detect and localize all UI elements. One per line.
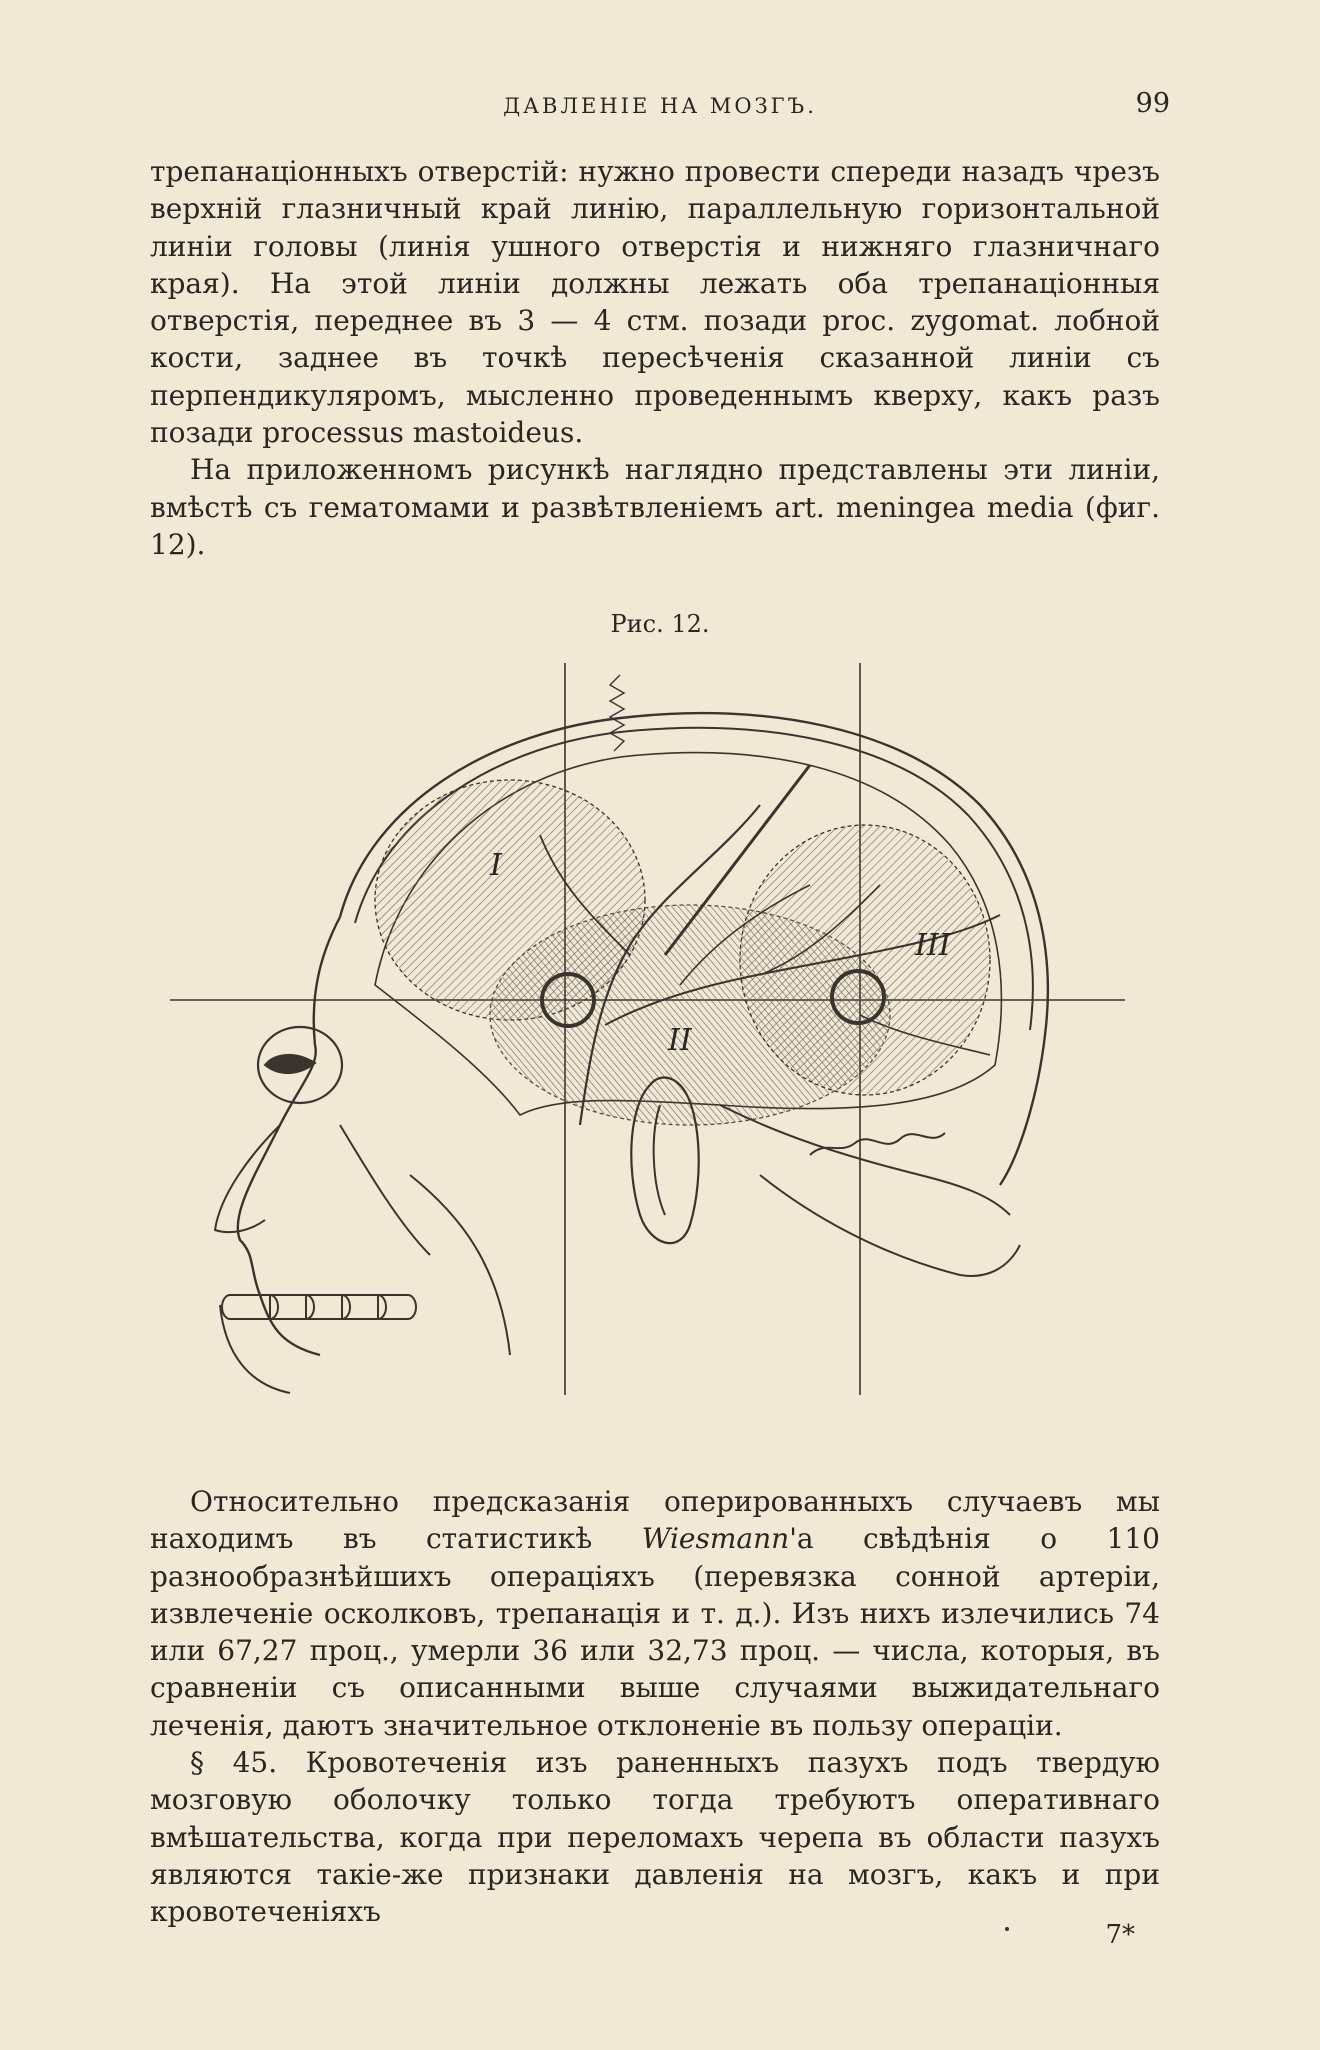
author-name: Wiesmann — [641, 1522, 790, 1556]
text-block-top — [150, 153, 1160, 563]
paragraph-trepanation: трепанаціонныхъ отверстій: нужно провести спереди назадъ чрезъ верхній глазничный край линію, параллельную горизонтальной линіи головы (линія ушного отверстія и нижняго глазничнаго края). На этой линіи должны лежать оба трепанаціонныя отверстія, переднее въ 3 — 4 стм. позади proc. zygomat. лобной кости, заднее въ точкѣ пересѣченія сказанной линіи съ перпендикуляромъ, мысленно проведеннымъ кверху, какъ разъ позади processus mastoideus. — [150, 155, 1160, 450]
paragraph-section-45: § 45. Кровотеченія изъ раненныхъ пазухъ подъ твердую мозговую оболочку только тогда требуютъ оперативнаго вмѣшательства, когда при переломахъ черепа въ области пазухъ являются такіе-же признаки давленія на мозгъ, какъ и при кровотеченіяхъ — [150, 1746, 1160, 1929]
paragraph-statistics — [150, 1483, 1160, 1744]
signature-mark: 7* — [1105, 1920, 1135, 1950]
skull-drawing — [160, 655, 1140, 1415]
label-II: II — [668, 1023, 692, 1058]
statistics-text-end: 'а свѣдѣнія о 110 разнообразнѣйшихъ операціяхъ (перевязка сонной артеріи, извлеченіе осколковъ, трепанація и т. д.). Изъ нихъ излечились 74 или 67,27 проц., умерли 36 или 32,73 проц. — числа, которыя, въ сравненіи съ описанными выше случаями выжидательнаго леченія, даютъ значительное отклоненіе въ пользу операціи. — [150, 1522, 1160, 1742]
text-block-bottom — [150, 1483, 1160, 1931]
skull-illustration — [160, 655, 1140, 1415]
figure-caption: Рис. 12. — [610, 610, 710, 638]
label-III: III — [915, 928, 951, 963]
running-title: ДАВЛЕНІЕ НА МОЗГЪ. — [503, 94, 817, 118]
hematoma-III — [740, 825, 990, 1095]
statistics-text-start: Относительно предсказанія оперированныхъ случаевъ мы находимъ въ статистикѣ — [150, 1485, 1160, 1556]
paragraph-figure-reference: На приложенномъ рисункѣ наглядно представлены эти линіи, вмѣстѣ съ гематомами и развѣтвленіемъ art. meningea media (фиг. 12). — [150, 453, 1160, 561]
running-head — [150, 88, 1170, 128]
label-I: I — [490, 848, 502, 883]
ink-dot — [1005, 1927, 1009, 1931]
page-number: 99 — [1135, 88, 1170, 119]
